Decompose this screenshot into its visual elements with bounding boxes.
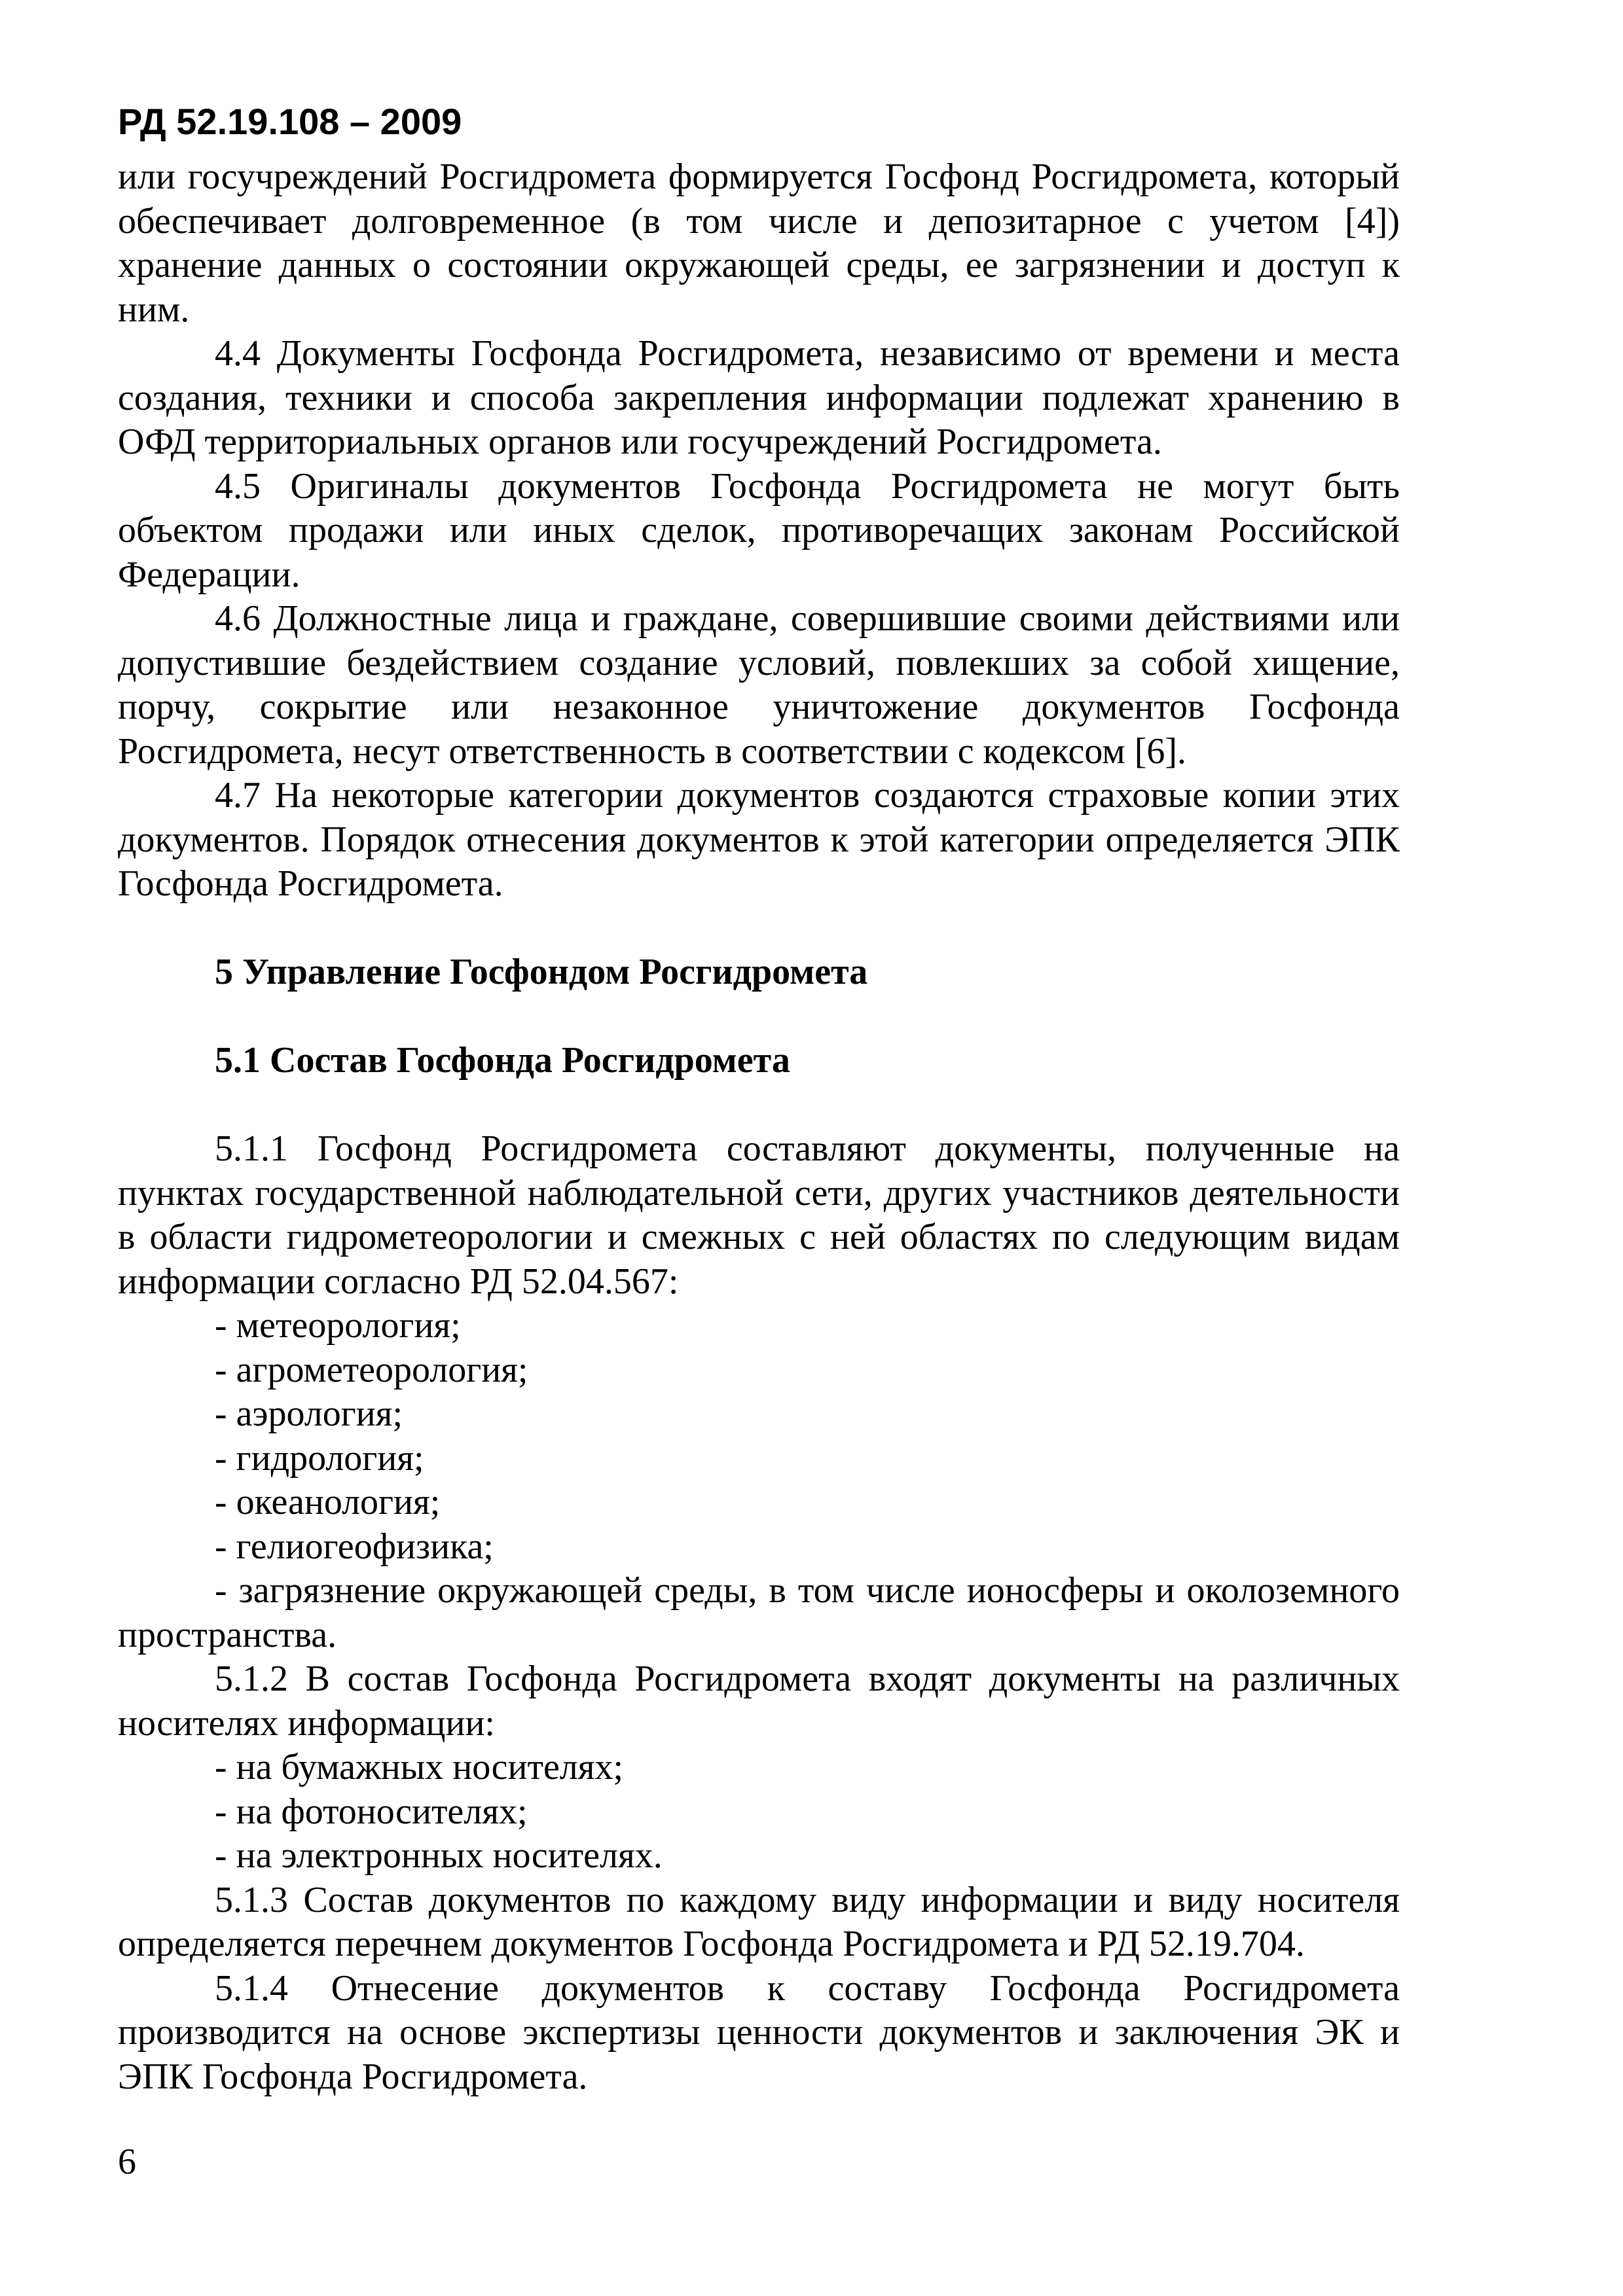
- list-item-info-type-last: - загрязнение окружающей среды, в том числе ионосферы и околоземного пространства.: [118, 1570, 1400, 1655]
- paragraph-4-7: 4.7 На некоторые категории документов создаются страховые копии этих документов. Порядок отнесения документов к этой категории определяется ЭПК Госфонда Росгидромета.: [118, 775, 1400, 904]
- list-item-media-type: - на бумажных носителях;: [215, 1747, 624, 1787]
- list-item-info-type: - океанология;: [215, 1482, 441, 1522]
- paragraph-5-1-3: 5.1.3 Состав документов по каждому виду информации и виду носителя определяется перечнем документов Госфонда Росгидромета и РД 52.19.704.: [118, 1879, 1400, 1964]
- list-item-info-type: - агрометеорология;: [215, 1349, 528, 1390]
- paragraph-5-1-4: 5.1.4 Отнесение документов к составу Госфонда Росгидромета производится на основе экспертизы ценности документов и заключения ЭК и ЭПК Госфонда Росгидромета.: [118, 1967, 1400, 2097]
- list-item-info-type: - гидрология;: [215, 1437, 424, 1479]
- paragraph-4-6: 4.6 Должностные лица и граждане, совершившие своими действиями или допустившие бездействием создание условий, повлекших за собой хищение, порчу, сокрытие или незаконное уничтожение документов Госфонда Росгидромета, несут ответственность в соответствии с кодексом [6].: [118, 598, 1400, 772]
- document-code-header: РД 52.19.108 – 2009: [118, 101, 462, 142]
- list-item-media-type: - на электронных носителях.: [215, 1835, 663, 1876]
- paragraph-5-1-2: 5.1.2 В состав Госфонда Росгидромета входят документы на различных носителях информации:: [118, 1659, 1400, 1744]
- document-body: [118, 155, 1400, 2099]
- paragraph-4-5: 4.5 Оригиналы документов Госфонда Росгидромета не могут быть объектом продажи или иных сделок, противоречащих законам Российской Федерации.: [118, 465, 1400, 595]
- section-heading-5: 5 Управление Госфондом Росгидромета: [215, 952, 868, 992]
- list-item-info-type: - метеорология;: [215, 1305, 461, 1346]
- list-item-media-type: - на фотоносителях;: [215, 1791, 528, 1832]
- list-item-info-type: - аэрология;: [215, 1393, 403, 1434]
- subsection-heading-5-1: 5.1 Состав Госфонда Росгидромета: [215, 1040, 790, 1081]
- page-number: 6: [118, 2142, 136, 2182]
- paragraph-5-1-1: 5.1.1 Госфонд Росгидромета составляют документы, полученные на пунктах государственной наблюдательной сети, других участников деятельности в области гидрометеорологии и смежных с ней областях по следующим видам информации согласно РД 52.04.567:: [118, 1128, 1400, 1302]
- list-item-info-type: - гелиогеофизика;: [215, 1526, 494, 1567]
- paragraph-continued: или госучреждений Росгидромета формируется Госфонд Росгидромета, который обеспечивает долговременное (в том числе и депозитарное с учетом [4]) хранение данных о состоянии окружающей среды, ее загрязнении и доступ к ним.: [118, 156, 1400, 330]
- paragraph-4-4: 4.4 Документы Госфонда Росгидромета, независимо от времени и места создания, техники и способа закрепления информации подлежат хранению в ОФД территориальных органов или госучреждений Росгидромета.: [118, 333, 1400, 462]
